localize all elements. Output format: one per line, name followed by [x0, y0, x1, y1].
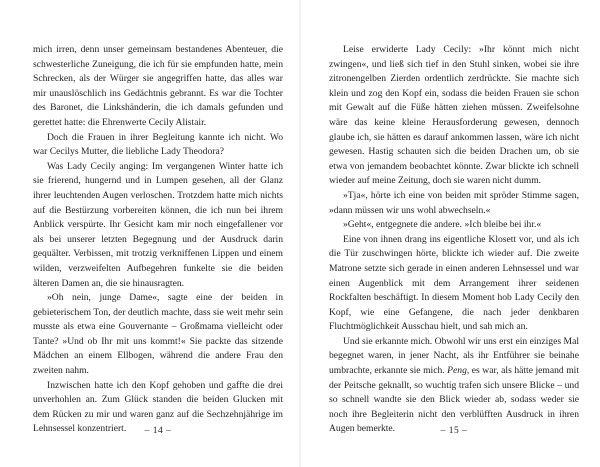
page-number-right: – 15 – [440, 426, 468, 436]
book-gutter [299, 0, 301, 467]
paragraph: Eine von ihnen drang ins eigentliche Klosett vor, und als ich die Tür zuschwingen hörte, blickte ich wieder auf. Die zweite Matrone setzte sich gerade in einen anderen Lehnsessel und war einen Augenblick mit dem Arrangement ihrer seidenen Rockfalten beschäftigt. In diesem Moment hob Lady Cecily den Kopf, wie eine Gefangene, die nach jeder denkbaren Fluchtmöglichkeit Ausschau hielt, und sah mich an. [329, 233, 579, 333]
paragraph: »Geht«, entgegnete die andere. »Ich bleibe bei ihr.« [343, 219, 542, 231]
emphasis-word: Peng [447, 365, 467, 377]
paragraph: »Tja«, hörte ich eine von beiden mit spröder Stimme sagen, »dann müssen wir uns wohl abwechseln.« [329, 189, 579, 216]
paragraph: Was Lady Cecily anging: Im vergangenen Winter hatte ich sie frierend, hungernd und in Lumpen gesehen, all der Glanz ihrer leuchtenden Augen verloschen. Trotzdem hatte mich nichts auf die Bestürzung vorbereiten können, die ich nun bei ihrem Anblick verspürte. Ihr Gesicht kam mir noch eingefallener vor als bei unserer letzten Begegnung und der Ausdruck darin gequälter. Verbissen, mit trotzig verkniffenen Lippen und einem wilden, verzweifelten Aufbegehren funkelte sie die beiden älteren Damen an, die sie hinausragten. [33, 160, 283, 289]
right-page [329, 43, 579, 437]
paragraph-text: , es war, als hätte jemand mit der Peitsche geknallt, so wuchtig trafen sich unsere Blicke – und so schnell wandte sie den Blick wieder ab, sodass weder sie noch ihre Begleiterin nicht den verblüfften Ausdruck in ihren Augen bemerkte. [329, 365, 579, 435]
paragraph: Leise erwiderte Lady Cecily: »Ihr könnt mich nicht zwingen«, und ließ sich tief in den Stuhl sinken, wobei sie ihre zitronengelben Zierden ordentlich zerdrückte. Sie machte sich klein und zog den Kopf ein, sodass die beiden Frauen sie schon mit Gewalt auf die Füße hätten ziehen müssen. Zweifelsohne wäre das keine kleine Herausforderung gewesen, dennoch glaube ich, sie hätten es darauf ankommen lassen, wäre ich nicht gewesen. Hastig schauten sich die beiden Drachen um, ob sie etwa von jemandem beobachtet könnte. Zwar blickte ich schnell wieder auf meine Zeitung, doch sie waren nicht dumm. [329, 44, 579, 187]
paragraph: »Oh nein, junge Dame«, sagte eine der beiden in gebieterischem Ton, der deutlich machte, dass sie weit mehr sein musste als etwa eine Gouvernante – Großmama vielleicht oder Tante? »Und ob Ihr mit uns kommt!« Sie packte das sitzende Mädchen an einem Ellbogen, während die andere Frau den zweiten nahm. [33, 292, 283, 377]
page-number-left: – 14 – [144, 426, 172, 436]
paragraph: Doch die Frauen in ihrer Begleitung kannte ich nicht. Wo war Cecilys Mutter, die liebliche Lady Theodora? [33, 131, 283, 158]
paragraph: Inzwischen hatte ich den Kopf gehoben und gaffte die drei unverhohlen an. Zum Glück standen die beiden Glucken mit dem Rücken zu mir und waren ganz auf die Sechzehnjährige im Lehnsessel konzentriert. [33, 379, 283, 435]
paragraph [329, 335, 579, 437]
left-page [33, 43, 283, 437]
paragraph: mich irren, denn unser gemeinsam bestandenes Abenteuer, die schwesterliche Zuneigung, die ich für sie empfunden hatte, mein Schrecken, als der Würger sie angegriffen hatte, das alles war mir unauslöschlich ins Gedächtnis gebrannt. Es war die Tochter des Baronet, die Linkshänderin, die ich damals gefunden und gerettet hatte: die Ehrenwerte Cecily Alistair. [33, 44, 283, 128]
paragraph-text: Und sie erkannte mich. Obwohl wir uns erst ein einziges Mal begegnet waren, in jener Nacht, als ihr Entführer sie beinahe umbrachte, erkannte sie mich. [329, 335, 579, 377]
